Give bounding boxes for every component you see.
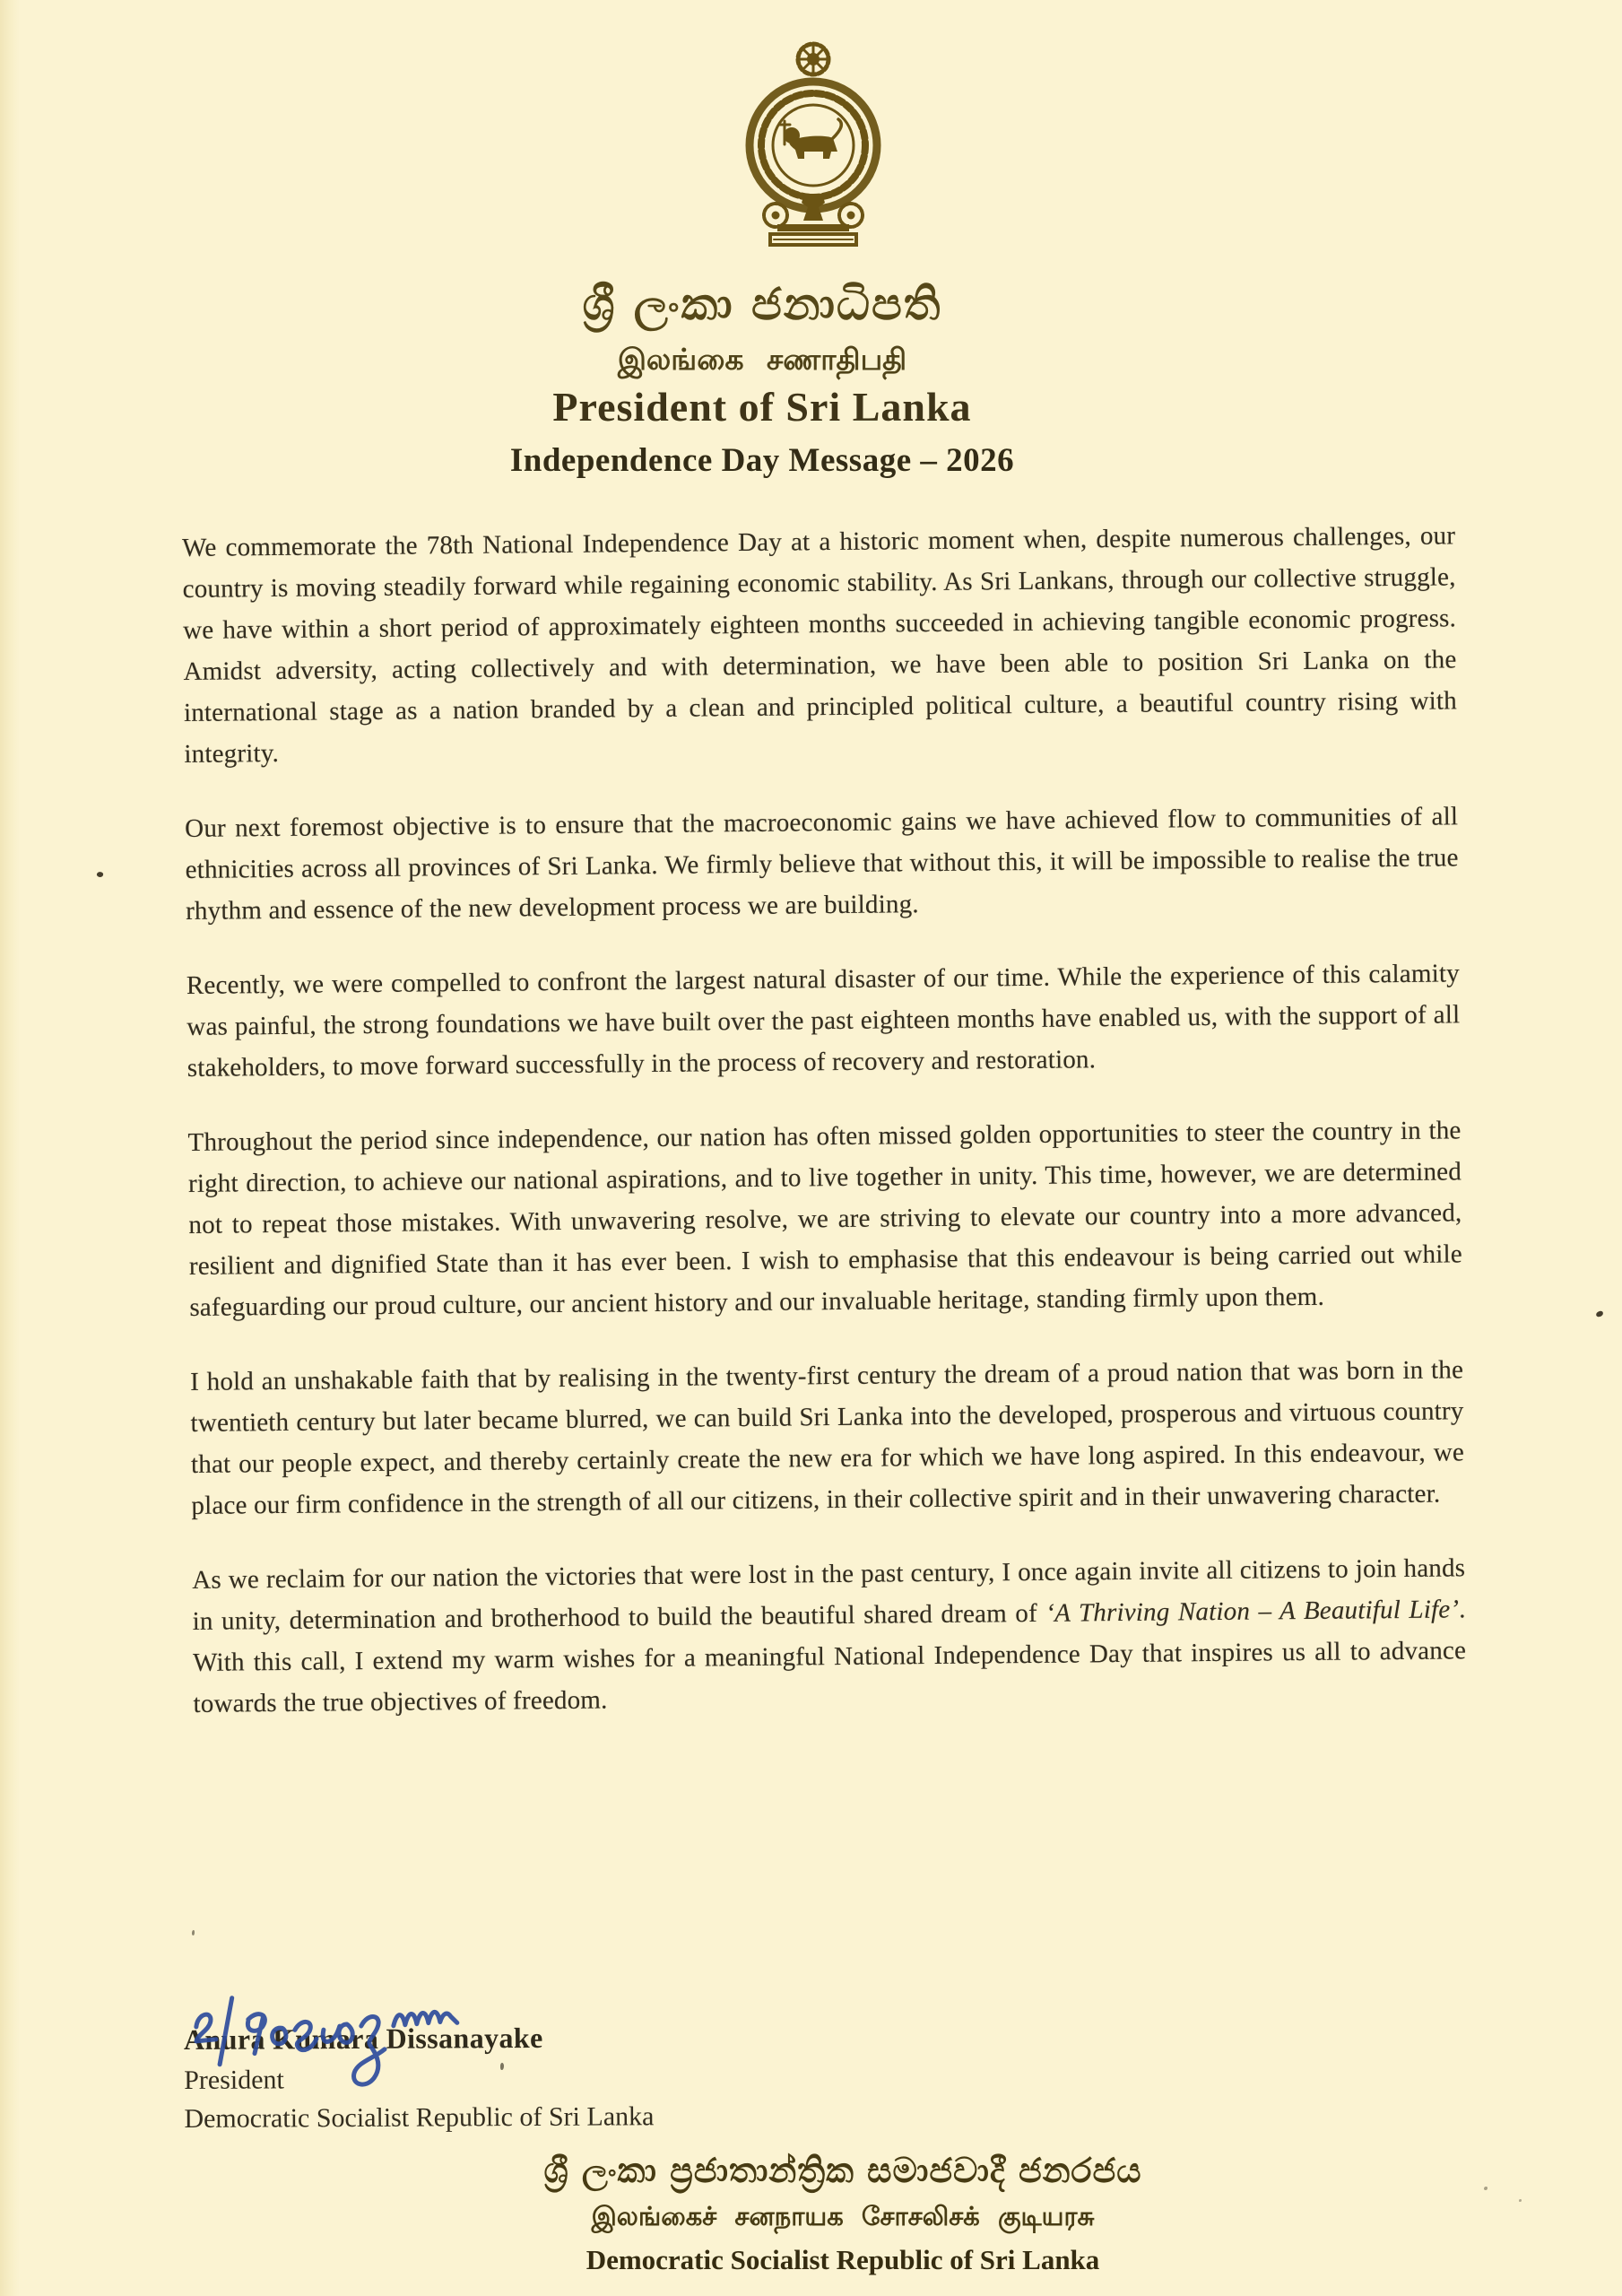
footer xyxy=(63,2151,1622,2276)
paragraph-2: Our next foremost objective is to ensure that the macroeconomic gains we have achieved flow to communities of all ethnicities across all provinces of Sri Lanka. We firmly believe that without this, it will be impossible to realise the true rhythm and essence of the new development process we are building. xyxy=(185,802,1459,926)
paragraph-6 xyxy=(192,1547,1467,1725)
footer-line-sinhala: ශ්‍රී ලංකා ප්‍රජාතාන්ත්‍රික සමාජවාදී ජනරජය xyxy=(543,2151,1142,2190)
paragraph-3: Recently, we were compelled to confront the largest natural disaster of our time. While the experience of this calamity was painful, the strong foundations we have built over the past eighteen months have enabled us, with the support of all stakeholders, to move forward successfully in the process of recovery and restoration. xyxy=(186,959,1461,1083)
closing-slogan: ‘A Thriving Nation – A Beautiful Life’ xyxy=(1045,1595,1460,1628)
signer-title: President xyxy=(184,2065,284,2095)
handwritten-signature-icon xyxy=(189,1979,513,2095)
message-subtitle: Independence Day Message – 2026 xyxy=(509,441,1015,479)
ink-speck xyxy=(1595,1310,1603,1318)
letterhead xyxy=(0,280,1524,480)
sri-lanka-national-emblem-icon xyxy=(731,36,896,255)
ink-speck xyxy=(192,1930,195,1935)
paragraph-4: Throughout the period since independence, our nation has often missed golden opportunities to steer the country in the right direction, to achieve our national aspirations, and to live together in unity. This time, however, we are determined not to repeat those mistakes. With unwavering resolve, we are striving to elevate our country into a more advanced, resilient and dignified State than it has ever been. I wish to emphasise that this endeavour is being carried out while safeguarding our proud culture, our ancient history and our invaluable heritage, standing firmly upon them. xyxy=(187,1116,1462,1322)
letter-body xyxy=(182,515,1467,1758)
title-tamil: இலங்கை சணாதிபதி xyxy=(617,342,907,377)
footer-line-english: Democratic Socialist Republic of Sri Lanka xyxy=(585,2244,1100,2275)
ink-speck xyxy=(96,871,104,878)
signer-name: Anura Kumara Dissanayake xyxy=(183,2021,543,2056)
title-english: President of Sri Lanka xyxy=(552,384,972,430)
closing-text-before: As we reclaim for our nation the victories that were lost in the past century, I once again invite all citizens to join hands in unity, determination and brotherhood to build the beautiful shared dream of xyxy=(192,1553,1466,1636)
paragraph-5: I hold an unshakable faith that by realising in the twenty-first century the dream of a proud nation that was born in the twentieth century but later became blurred, we can build Sri Lanka into the developed, prosperous and virtuous country that our people expect, and thereby certainly create the new era for which we have long aspired. In this endeavour, we place our firm confidence in the strength of all our citizens, in their collective spirit and in their unwavering character. xyxy=(189,1355,1465,1520)
signer-organization: Democratic Socialist Republic of Sri Lanka xyxy=(184,2101,655,2134)
title-sinhala: ශ්‍රී ලංකා ජනාධිපති xyxy=(582,278,942,330)
paragraph-1: We commemorate the 78th National Independence Day at a historic moment when, despite numerous challenges, our country is moving steadily forward while regaining economic stability. As Sri Lankans, through our collective struggle, we have within a short period of approximately eighteen months succeeded in achieving tangible economic progress. Amidst adversity, acting collectively and with determination, we have been able to position Sri Lanka on the international stage as a nation branded by a clean and principled political culture, a beautiful country rising with integrity. xyxy=(182,521,1458,769)
closing-text-after: . With this call, I extend my warm wishes for a meaningful National Independence Day that inspires us all to advance towards the true objectives of freedom. xyxy=(192,1595,1467,1718)
signature-block xyxy=(184,1968,866,2135)
footer-line-tamil: இலங்கைச் சனநாயக சோசலிசக் குடியரசு xyxy=(591,2201,1095,2231)
